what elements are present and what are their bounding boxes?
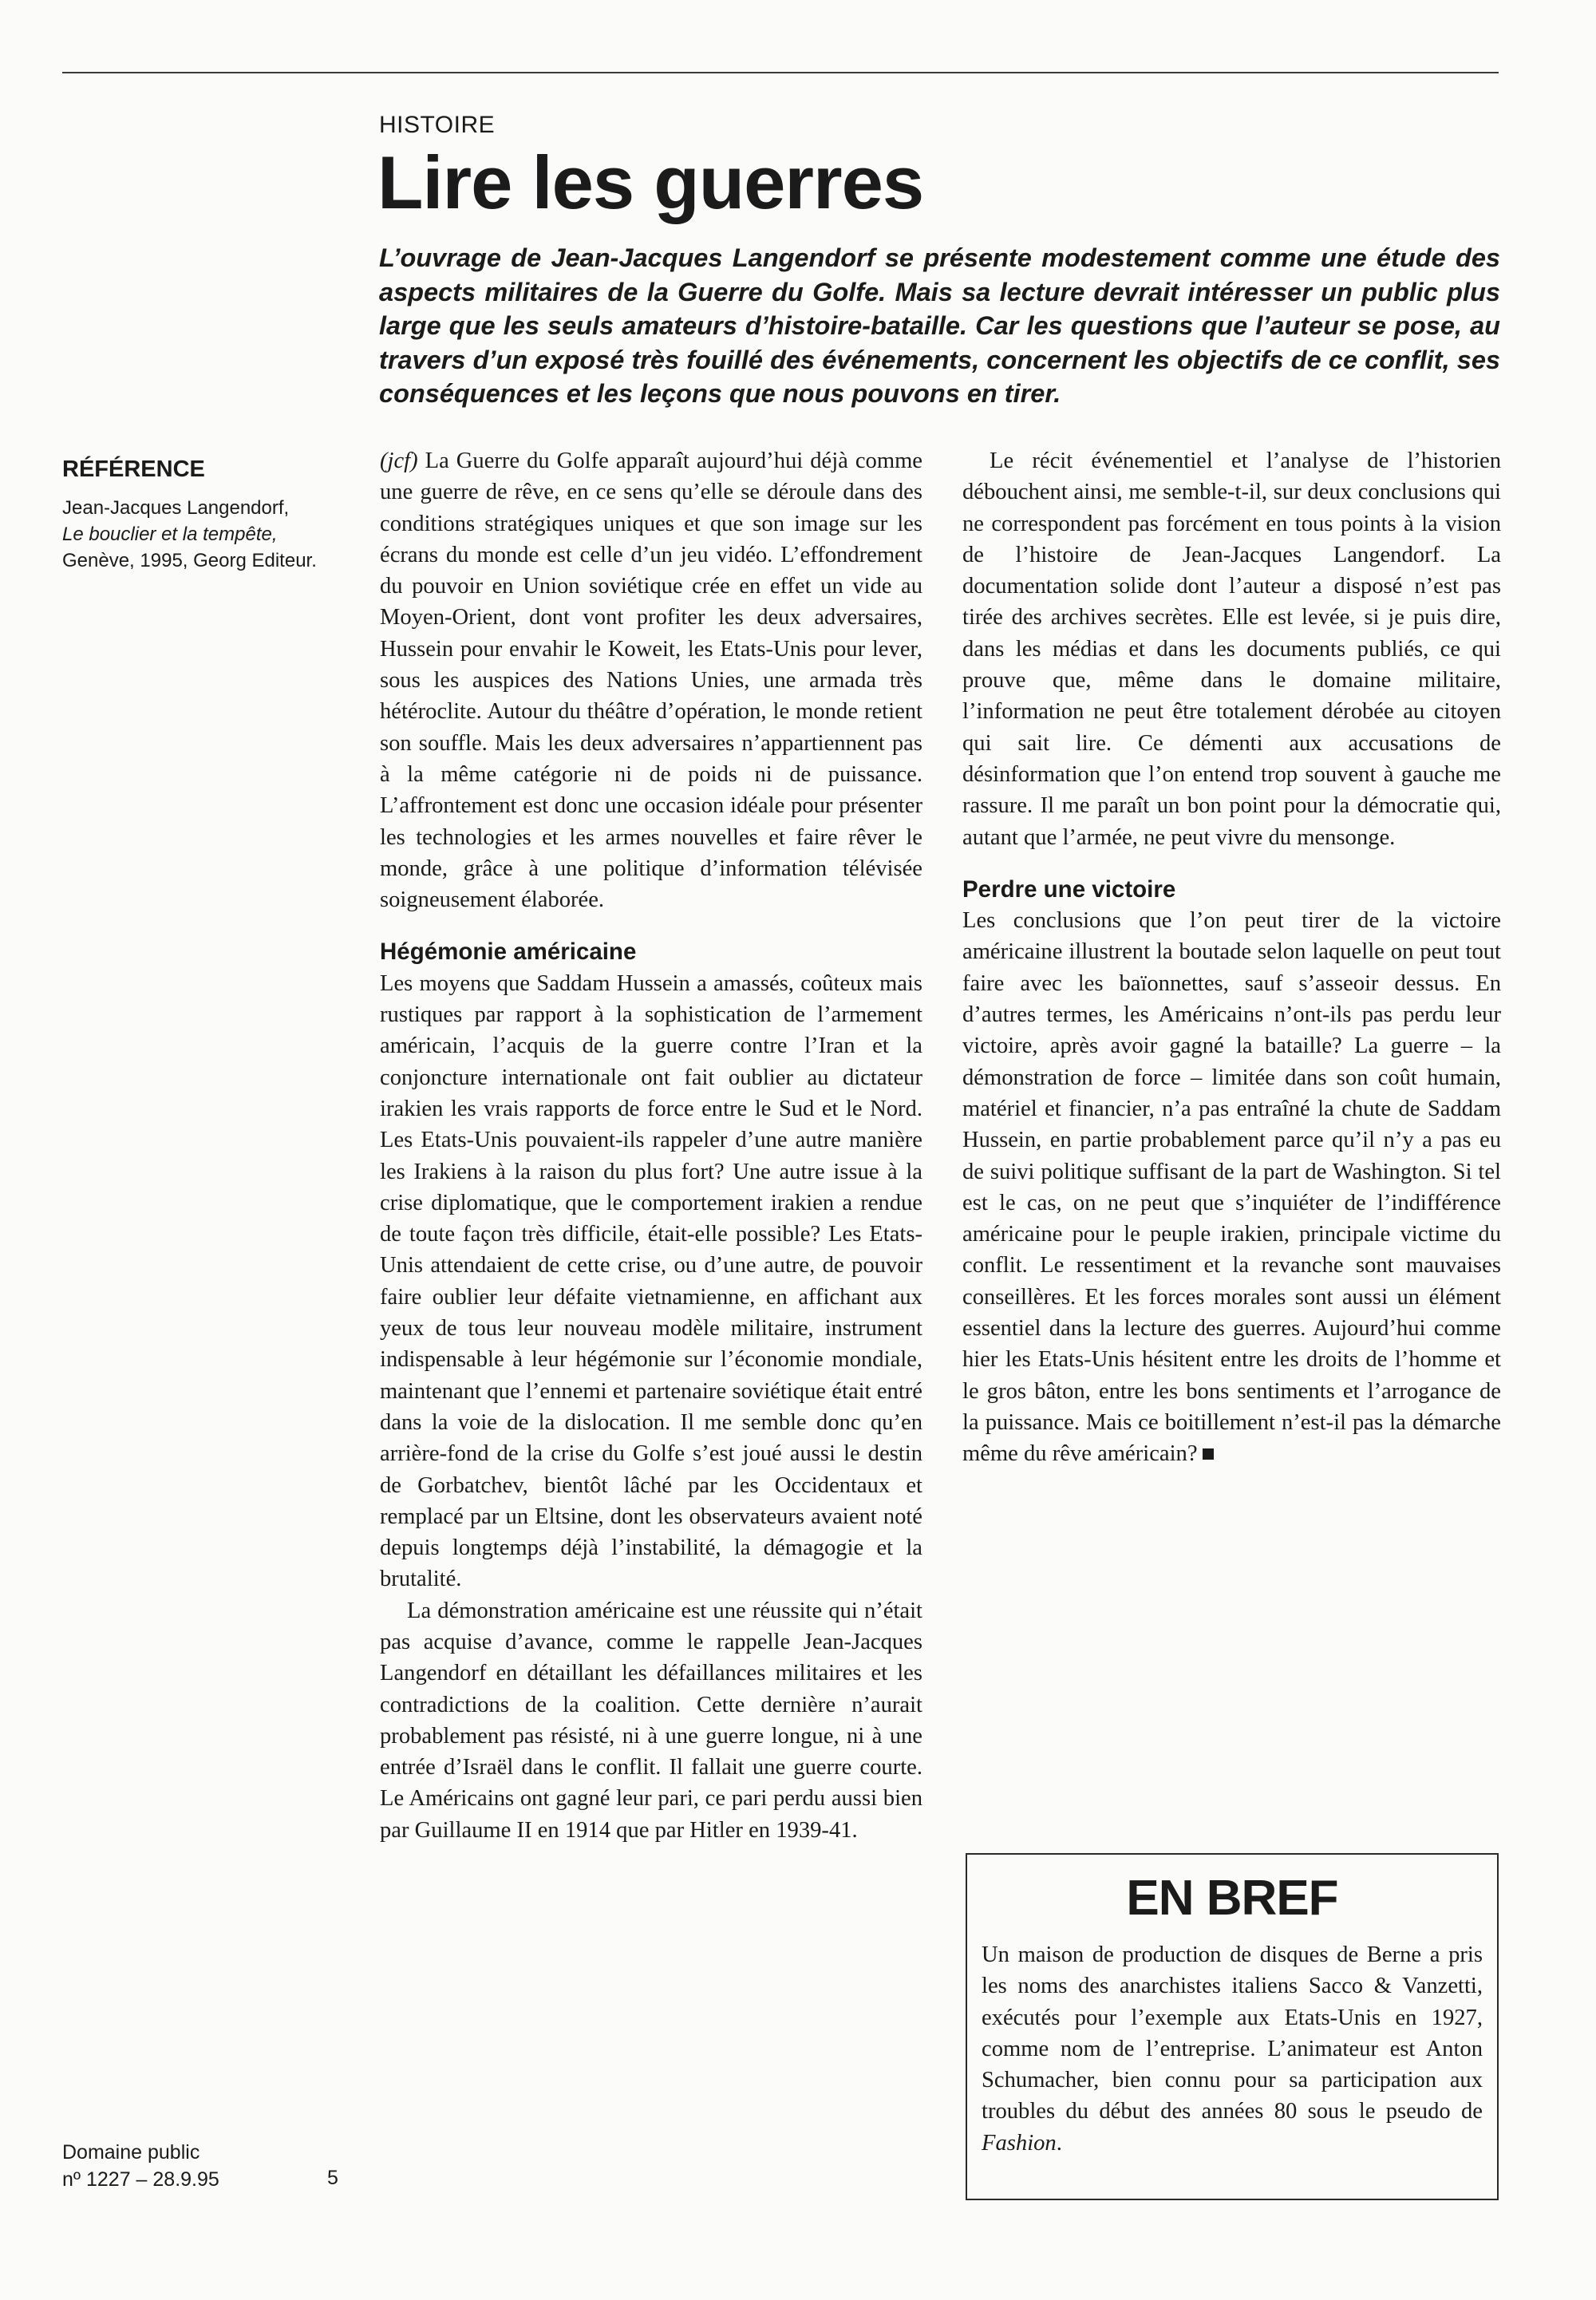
subheading-hegemonie: Hégémonie américaine (380, 939, 637, 966)
en-bref-pseudo: Fashion (982, 2130, 1057, 2156)
section-kicker: HISTOIRE (379, 112, 496, 138)
reference-heading: RÉFÉRENCE (62, 456, 205, 482)
issue-info: nº 1227 – 28.9.95 (62, 2168, 219, 2191)
article-column-1 (380, 445, 922, 1846)
en-bref-box (966, 1853, 1499, 2200)
reference-publication: Genève, 1995, Georg Editeur. (62, 550, 317, 571)
subheading-perdre: Perdre une victoire (962, 875, 1176, 903)
end-mark-icon (1203, 1448, 1214, 1460)
reference-book-title: Le bouclier et la tempête, (62, 524, 278, 545)
en-bref-title: EN BREF (1126, 1871, 1338, 1926)
reference-author: Jean-Jacques Langendorf, (62, 497, 290, 519)
article-lead: L’ouvrage de Jean-Jacques Langendorf se présente modestement comme une étude des aspects militaires de la Guerre du Golfe. Mais sa lecture devrait intéresser un public plus large que les seuls amateurs d’histoire-bataille. Car les questions que l’auteur se pose, au travers d’un exposé très fouillé des événements, concernent les objectifs de ce conflit, ses conséquences et les leçons que nous pouvons en tirer. (379, 243, 1500, 408)
article-column-2 (962, 445, 1501, 1470)
article-title: Lire les guerres (377, 140, 924, 224)
en-bref-text: Un maison de production de disques de Berne a pris les noms des anarchistes italiens Sacco & Vanzetti, exécutés pour l’exemple aux Etats-Unis en 1927, comme nom de l’entreprise. L’animateur est Anton Schumacher, bien connu pour sa participation aux troubles du début des années 80 sous le pseudo de Fashion. (982, 1942, 1483, 2156)
page-number: 5 (327, 2167, 338, 2189)
article-paragraph-3: La démonstration américaine est une réussite qui n’était pas acquise d’avance, comme le rappelle Jean-Jacques Langendorf en détaillant les défaillances militaires et les contradictions de la coalition. Cette dernière n’aurait probablement pas résisté, ni à une guerre longue, ni à une entrée d’Israël dans le conflit. Il fallait une guerre courte. Le Américains ont gagné leur pari, ce pari perdu aussi bien par Guillaume II en 1914 que par Hitler en 1939-41. (380, 1598, 922, 1843)
article-paragraph-5: Les conclusions que l’on peut tirer de la victoire américaine illustrent la boutade selon laquelle on peut tout faire avec les baïonnettes, sauf s’asseoir dessus. En d’autres termes, les Américains n’ont-ils pas perdu leur victoire, après avoir gagné la bataille? La guerre – la démonstration de force – limitée dans son coût humain, matériel et financier, n’a pas entraîné la chute de Saddam Hussein, en partie probablement parce qu’il n’y a pas eu de suivi politique suffisant de la part de Washington. Si tel est le cas, on ne peut que s’inquiéter de l’indifférence américaine pour le peuple irakien, principale victime du conflit. Le ressentiment et la revanche sont mauvaises conseillères. Et les forces morales sont aussi un élément essentiel dans la lecture des guerres. Aujourd’hui comme hier les Etats-Unis hésitent entre les droits de l’homme et le gros bâton, entre les bons sentiments et l’arrogance de la puissance. Mais ce boitillement n’est-il pas la démarche même du rêve américain? (962, 908, 1501, 1467)
author-initials: (jcf) (380, 449, 418, 473)
publication-name: Domaine public (62, 2141, 200, 2164)
reference-box (62, 495, 334, 574)
article-paragraph-1: (jcf) La Guerre du Golfe apparaît aujourd’hui déjà comme une guerre de rêve, en ce sens qu’elle se déroule dans des conditions stratégiques uniques et que son image sur les écrans du monde est celle d’un jeu vidéo. L’effondrement du pouvoir en Union soviétique crée en effet un vide au Moyen-Orient, dont vont profiter les deux adversaires, Hussein pour envahir le Koweit, les Etats-Unis pour lever, sous les auspices des Nations Unies, une armada très hétéroclite. Autour du théâtre d’opération, le monde retient son souffle. Mais les deux adversaires n’appartiennent pas à la même catégorie ni de poids ni de puissance. L’affrontement est donc une occasion idéale pour présenter les technologies et les armes nouvelles et faire rêver le monde, grâce à une politique d’information télévisée soigneusement élaborée. (380, 449, 922, 913)
top-rule (62, 72, 1499, 73)
article-paragraph-2: Les moyens que Saddam Hussein a amassés, coûteux mais rustiques par rapport à la sophistication de l’armement américain, l’acquis de la guerre contre l’Iran et la conjoncture internationale ont fait oublier au dictateur irakien les vrais rapports de force entre le Sud et le Nord. Les Etats-Unis pouvaient-ils rappeler d’une autre manière les Irakiens à la raison du plus fort? Une autre issue à la crise diplomatique, que le comportement irakien a rendue de toute façon très difficile, était-elle possible? Les Etats-Unis attendaient de cette crise, ou d’une autre, de pouvoir faire oublier leur défaite vietnamienne, en affichant aux yeux de tous leur nouveau modèle militaire, instrument indispensable à leur hégémonie sur l’économie mondiale, maintenant que l’ennemi et partenaire soviétique était entré dans la voie de la dislocation. Il me semble donc qu’en arrière-fond de la crise du Golfe s’est joué aussi le destin de Gorbatchev, bientôt lâché par les Occidentaux et remplacé par un Eltsine, dont les observateurs avaient noté depuis longtemps déjà l’instabilité, la démagogie et la brutalité. (380, 970, 922, 1592)
publication-footer (62, 2139, 219, 2193)
article-paragraph-4: Le récit événementiel et l’analyse de l’historien débouchent ainsi, me semble-t-il, sur deux conclusions qui ne correspondent pas forcément en tous points à la vision de l’histoire de Jean-Jacques Langendorf. La documentation solide dont l’auteur a disposé n’est pas tirée des archives secrètes. Elle est levée, si je puis dire, dans les médias et dans les documents publiés, ce qui prouve que, même dans le domaine militaire, l’information ne peut être totalement dérobée au citoyen qui sait lire. Ce démenti aux accusations de désinformation que l’on entend trop souvent à gauche me rassure. Il me paraît un bon point pour la démocratie qui, autant que l’armée, ne peut vivre du mensonge. (962, 449, 1501, 850)
